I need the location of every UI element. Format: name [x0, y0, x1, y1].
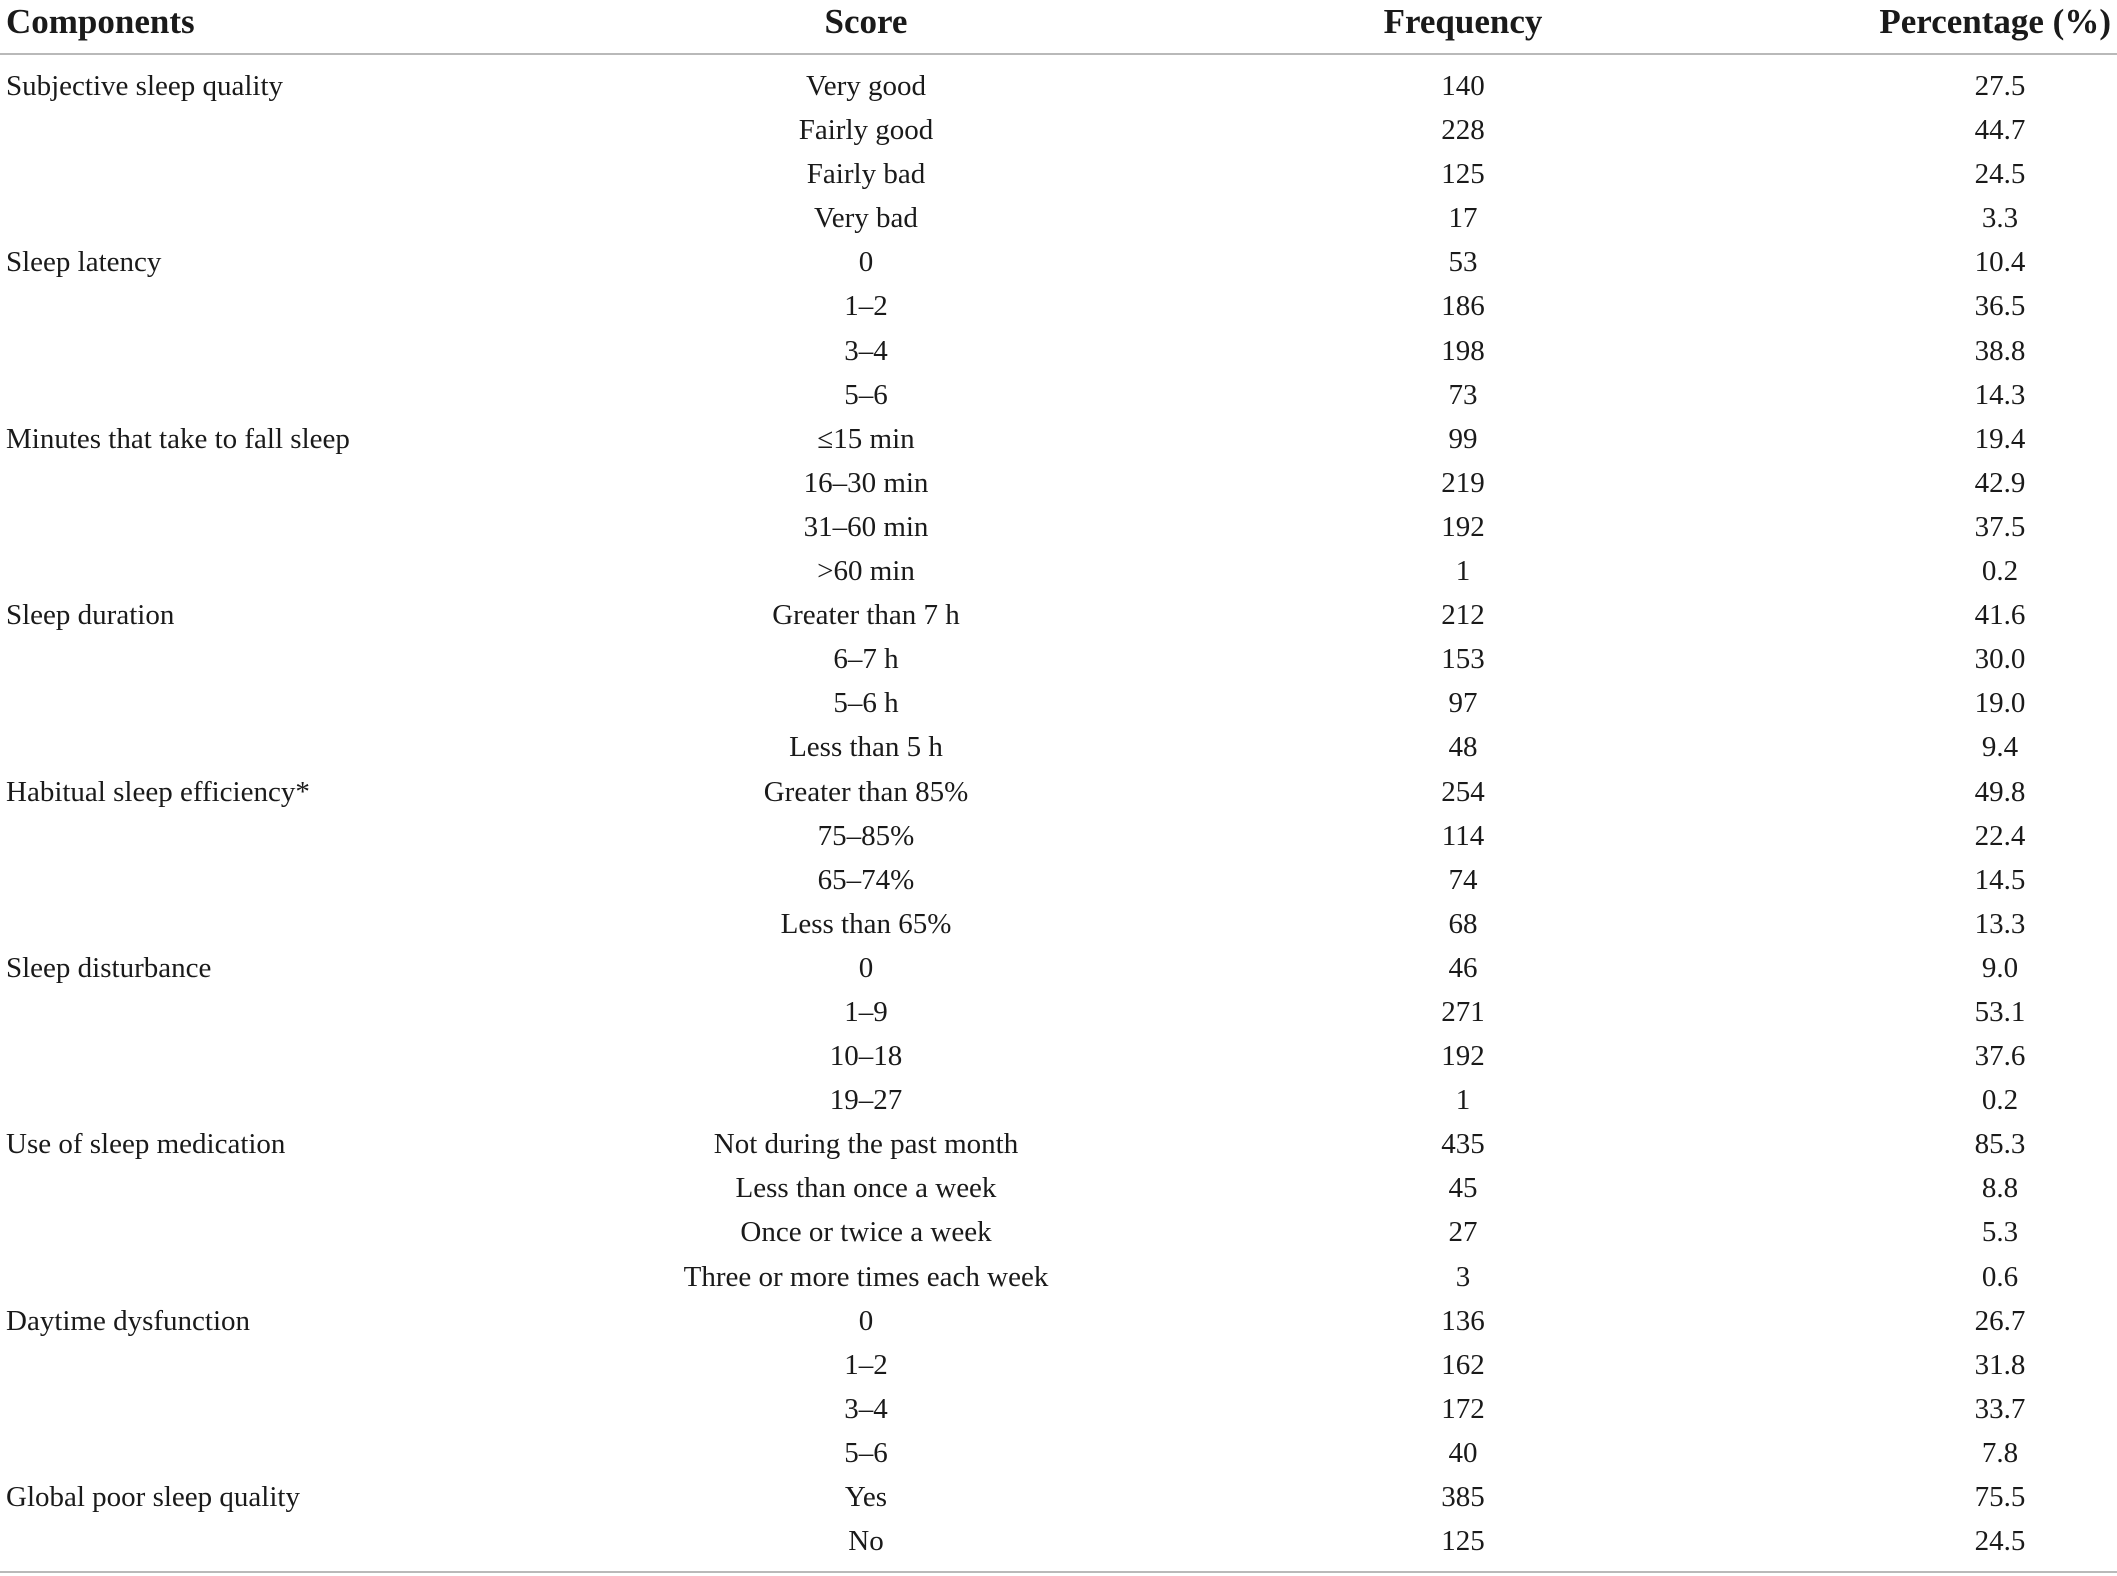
score-cell: 1–2: [844, 1348, 888, 1381]
percentage-cell: 22.4: [1974, 819, 2026, 852]
score-cell: 3–4: [844, 1392, 888, 1425]
percentage-cell: 0.6: [1981, 1260, 2019, 1293]
score-cell: Greater than 85%: [763, 775, 969, 808]
frequency-cell: 385: [1441, 1481, 1485, 1513]
frequency-cell: 153: [1441, 643, 1485, 676]
table-row: [0, 1034, 2117, 1078]
component-cell: Daytime dysfunction: [6, 1304, 251, 1337]
percentage-cell: 10.4: [1974, 246, 2026, 279]
header-score: Score: [824, 2, 908, 41]
table-row: [0, 990, 2117, 1034]
frequency-cell: 53: [1448, 246, 1478, 279]
percentage-cell: 13.3: [1974, 907, 2026, 940]
frequency-cell: 125: [1441, 1525, 1485, 1558]
score-cell: 75–85%: [817, 819, 915, 852]
table-row: [0, 240, 2117, 284]
frequency-cell: 162: [1441, 1348, 1485, 1381]
table-row: [0, 1122, 2117, 1166]
percentage-cell: 19.4: [1974, 422, 2026, 455]
percentage-cell: 9.0: [1981, 951, 2019, 984]
score-cell: Very bad: [814, 202, 918, 235]
score-cell: Less than 65%: [780, 907, 952, 940]
header-frequency: Frequency: [1383, 2, 1543, 41]
score-cell: 0: [858, 246, 874, 279]
table-row: [0, 1475, 2117, 1519]
table-row: [0, 284, 2117, 328]
percentage-cell: 19.0: [1974, 687, 2026, 720]
score-cell: 0: [858, 1304, 874, 1337]
percentage-cell: 49.8: [1974, 775, 2026, 808]
table-row: [0, 152, 2117, 196]
frequency-cell: 3: [1455, 1260, 1471, 1293]
percentage-cell: 14.5: [1974, 863, 2026, 896]
percentage-cell: 36.5: [1974, 290, 2026, 323]
table-row: [0, 725, 2117, 769]
frequency-cell: 228: [1441, 114, 1485, 147]
score-cell: >60 min: [817, 555, 915, 588]
component-cell: Sleep duration: [6, 599, 175, 632]
frequency-cell: 97: [1448, 687, 1478, 720]
score-cell: 1–2: [844, 290, 888, 323]
frequency-cell: 212: [1441, 599, 1485, 632]
percentage-cell: 33.7: [1974, 1392, 2026, 1425]
frequency-cell: 45: [1448, 1172, 1478, 1205]
table-row: [0, 770, 2117, 814]
frequency-cell: 68: [1448, 907, 1478, 940]
component-cell: Habitual sleep efficiency*: [6, 775, 310, 808]
frequency-cell: 192: [1441, 1040, 1485, 1073]
percentage-cell: 75.5: [1974, 1481, 2026, 1513]
table-row: [0, 549, 2117, 593]
component-cell: Global poor sleep quality: [6, 1481, 300, 1513]
frequency-cell: 1: [1455, 555, 1471, 588]
score-cell: ≤15 min: [817, 422, 915, 455]
frequency-cell: 186: [1441, 290, 1485, 323]
table-row: [0, 461, 2117, 505]
percentage-cell: 30.0: [1974, 643, 2026, 676]
table-row: [0, 946, 2117, 990]
score-cell: 16–30 min: [803, 466, 929, 499]
component-cell: Subjective sleep quality: [6, 70, 284, 102]
table-row: [0, 1519, 2117, 1563]
score-cell: Less than once a week: [735, 1172, 997, 1205]
component-cell: Sleep disturbance: [6, 951, 212, 984]
frequency-cell: 172: [1441, 1392, 1485, 1425]
frequency-cell: 125: [1441, 158, 1485, 191]
table-row: [0, 505, 2117, 549]
percentage-cell: 26.7: [1974, 1304, 2026, 1337]
percentage-cell: 41.6: [1974, 599, 2026, 632]
percentage-cell: 27.5: [1974, 70, 2026, 102]
frequency-cell: 99: [1448, 422, 1478, 455]
score-cell: 10–18: [829, 1040, 903, 1073]
percentage-cell: 31.8: [1974, 1348, 2026, 1381]
frequency-cell: 46: [1448, 951, 1478, 984]
percentage-cell: 44.7: [1974, 114, 2026, 147]
table-row: [0, 593, 2117, 637]
score-cell: 31–60 min: [803, 510, 929, 543]
table-row: [0, 1299, 2117, 1343]
frequency-cell: 74: [1448, 863, 1478, 896]
frequency-cell: 73: [1448, 378, 1478, 411]
table-bottom-rule: [0, 1571, 2117, 1573]
frequency-cell: 140: [1441, 70, 1485, 102]
score-cell: Not during the past month: [713, 1128, 1019, 1161]
percentage-cell: 8.8: [1981, 1172, 2019, 1205]
score-cell: No: [848, 1525, 884, 1558]
frequency-cell: 17: [1448, 202, 1478, 235]
table-row: [0, 1255, 2117, 1299]
score-cell: 65–74%: [817, 863, 915, 896]
percentage-cell: 85.3: [1974, 1128, 2026, 1161]
percentage-cell: 53.1: [1974, 995, 2026, 1028]
score-cell: Fairly bad: [806, 158, 926, 191]
percentage-cell: 38.8: [1974, 334, 2026, 367]
percentage-cell: 5.3: [1981, 1216, 2019, 1249]
table-row: [0, 637, 2117, 681]
percentage-cell: 14.3: [1974, 378, 2026, 411]
percentage-cell: 7.8: [1981, 1436, 2019, 1469]
header-divider: [0, 53, 2117, 55]
frequency-cell: 114: [1441, 819, 1485, 852]
table-row: [0, 196, 2117, 240]
component-cell: Minutes that take to fall sleep: [6, 422, 350, 455]
score-cell: 6–7 h: [833, 643, 899, 676]
score-cell: 3–4: [844, 334, 888, 367]
frequency-cell: 219: [1441, 466, 1485, 499]
frequency-cell: 254: [1441, 775, 1485, 808]
table-header-row: [0, 0, 2117, 52]
score-cell: Three or more times each week: [683, 1260, 1049, 1293]
score-cell: Less than 5 h: [789, 731, 943, 764]
percentage-cell: 24.5: [1974, 158, 2026, 191]
score-cell: Greater than 7 h: [772, 599, 960, 632]
table-row: [0, 1210, 2117, 1254]
percentage-cell: 9.4: [1981, 731, 2019, 764]
table-body: [0, 64, 2117, 1563]
percentage-cell: 0.2: [1981, 1084, 2019, 1117]
component-cell: Sleep latency: [6, 246, 162, 279]
score-cell: 19–27: [829, 1084, 903, 1117]
frequency-cell: 198: [1441, 334, 1485, 367]
score-cell: 5–6: [844, 1436, 888, 1469]
component-cell: Use of sleep medication: [6, 1128, 286, 1161]
table-row: [0, 1078, 2117, 1122]
percentage-cell: 37.6: [1974, 1040, 2026, 1073]
percentage-cell: 37.5: [1974, 510, 2026, 543]
score-cell: Fairly good: [798, 114, 934, 147]
table-row: [0, 902, 2117, 946]
percentage-cell: 24.5: [1974, 1525, 2026, 1558]
table-row: [0, 373, 2117, 417]
table-row: [0, 681, 2117, 725]
score-cell: 0: [858, 951, 874, 984]
table-row: [0, 1431, 2117, 1475]
table-row: [0, 1343, 2117, 1387]
frequency-cell: 27: [1448, 1216, 1478, 1249]
score-cell: 5–6 h: [833, 687, 899, 720]
table-row: [0, 814, 2117, 858]
score-cell: 5–6: [844, 378, 888, 411]
table-row: [0, 108, 2117, 152]
score-cell: Very good: [805, 70, 926, 102]
frequency-cell: 192: [1441, 510, 1485, 543]
frequency-cell: 435: [1441, 1128, 1485, 1161]
header-components: Components: [6, 2, 195, 41]
table-row: [0, 329, 2117, 373]
table-row: [0, 1387, 2117, 1431]
table-row: [0, 858, 2117, 902]
table-row: [0, 64, 2117, 108]
score-cell: 1–9: [844, 995, 888, 1028]
percentage-cell: 3.3: [1981, 202, 2019, 235]
score-cell: Yes: [844, 1481, 888, 1513]
frequency-cell: 1: [1455, 1084, 1471, 1117]
percentage-cell: 0.2: [1981, 555, 2019, 588]
frequency-cell: 40: [1448, 1436, 1478, 1469]
table-row: [0, 417, 2117, 461]
frequency-cell: 48: [1448, 731, 1478, 764]
percentage-cell: 42.9: [1974, 466, 2026, 499]
score-cell: Once or twice a week: [740, 1216, 992, 1249]
table-row: [0, 1166, 2117, 1210]
frequency-cell: 136: [1441, 1304, 1485, 1337]
frequency-cell: 271: [1441, 995, 1485, 1028]
header-percentage: Percentage (%): [1879, 2, 2111, 41]
